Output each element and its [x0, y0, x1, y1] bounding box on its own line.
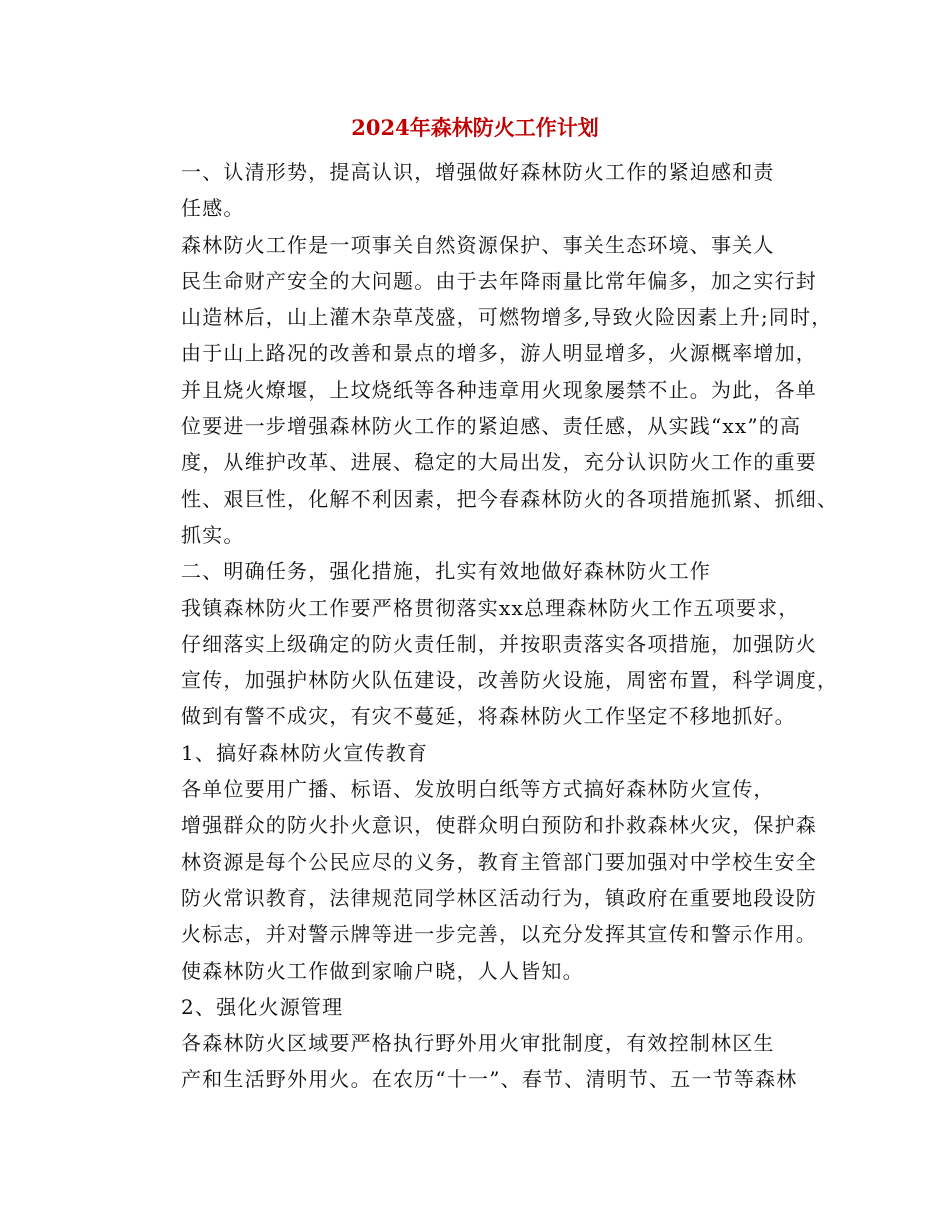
text-line: 一、认清形势，提高认识，增强做好森林防火工作的紧迫感和责: [181, 160, 775, 184]
document-body: [141, 154, 839, 1098]
text-line: 火标志，并对警示牌等进一步完善，以充分发挥其宣传和警示作用。: [181, 922, 817, 947]
text-line: 抓实。: [181, 522, 245, 547]
text-line: 增强群众的防火扑火意识，使群众明白预防和扑救森林火灾，保护森: [181, 813, 817, 838]
text-line: 防火常识教育，法律规范同学林区活动行为，镇政府在重要地段设防: [181, 885, 817, 910]
document-title: 2024年森林防火工作计划: [351, 115, 599, 140]
text-line: 位要进一步增强森林防火工作的紧迫感、责任感，从实践“xx”的高: [181, 414, 802, 439]
paragraph: [141, 227, 839, 554]
paragraph: [141, 553, 813, 589]
text-line: 我镇森林防火工作要严格贯彻落实xx总理森林防火工作五项要求，: [181, 595, 800, 620]
paragraph: [141, 771, 817, 989]
text-line: 仔细落实上级确定的防火责任制，并按职责落实各项措施，加强防火: [181, 631, 817, 656]
text-line: 由于山上路况的改善和景点的增多，游人明显增多，火源概率增加，: [181, 341, 817, 366]
paragraph: [141, 735, 813, 771]
text-line: 并且烧火燎堰，上坟烧纸等各种违章用火现象屡禁不止。为此，各单: [181, 377, 817, 402]
text-line: 民生命财产安全的大问题。由于去年降雨量比常年偏多，加之实行封: [181, 268, 817, 293]
text-line: 使森林防火工作做到家喻户晓，人人皆知。: [181, 958, 584, 983]
paragraph: [141, 154, 813, 227]
text-line: 产和生活野外用火。在农历“十一”、春节、清明节、五一节等森林: [181, 1067, 798, 1092]
paragraph: [141, 590, 839, 735]
text-line: 林资源是每个公民应尽的义务，教育主管部门要加强对中学校生安全: [181, 849, 817, 874]
text-line: 性、艰巨性，化解不利因素，把今春森林防火的各项措施抓紧、抓细、: [181, 486, 839, 511]
text-line: 各森林防火区域要严格执行野外用火审批制度，有效控制林区生: [181, 1031, 775, 1056]
text-line: 宣传，加强护林防火队伍建设，改善防火设施，周密布置，科学调度，: [181, 668, 839, 693]
paragraph: [141, 1025, 813, 1098]
paragraph: [141, 989, 813, 1025]
text-line: 任感。: [181, 196, 245, 221]
text-line: 森林防火工作是一项事关自然资源保护、事关生态环境、事关人: [181, 232, 775, 257]
text-line: 1、搞好森林防火宣传教育: [181, 740, 429, 765]
text-line: 2、强化火源管理: [181, 994, 344, 1019]
text-line: 度，从维护改革、进展、稳定的大局出发，充分认识防火工作的重要: [181, 450, 817, 475]
text-line: 做到有警不成灾，有灾不蔓延，将森林防火工作坚定不移地抓好。: [181, 704, 796, 729]
text-line: 各单位要用广播、标语、发放明白纸等方式搞好森林防火宣传，: [181, 777, 775, 802]
text-line: 山造林后，山上灌木杂草茂盛，可燃物增多,导致火险因素上升;同时，: [181, 305, 833, 330]
text-line: 二、明确任务，强化措施，扎实有效地做好森林防火工作: [181, 559, 711, 584]
